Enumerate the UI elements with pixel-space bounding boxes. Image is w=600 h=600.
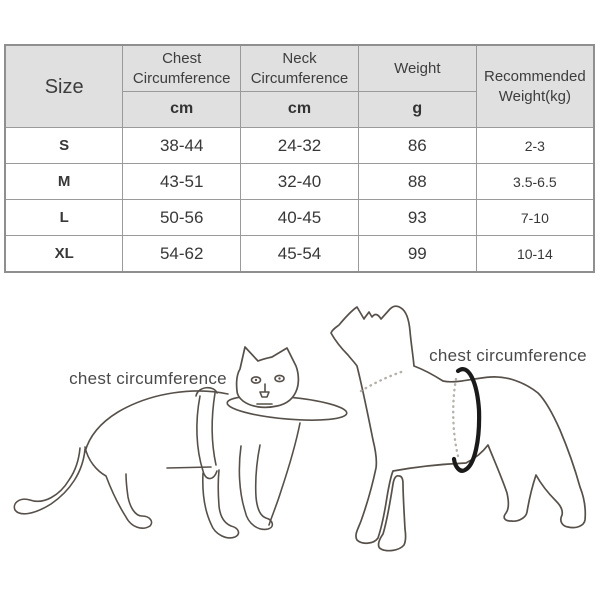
cat-front-leg-near bbox=[203, 470, 239, 538]
header-row-main bbox=[5, 45, 594, 92]
cell-neck: 24-32 bbox=[241, 128, 359, 164]
column-header-weight: Weight bbox=[358, 45, 476, 92]
cat-hind-leg bbox=[85, 447, 152, 528]
column-header-neck: Neck Circumference bbox=[241, 45, 359, 92]
cell-size: S bbox=[5, 128, 123, 164]
cat-pupil-right bbox=[278, 377, 280, 379]
cell-size: XL bbox=[5, 236, 123, 273]
cell-size: M bbox=[5, 164, 123, 200]
measurement-diagram bbox=[0, 280, 600, 600]
cat-pupil-left bbox=[255, 379, 257, 381]
cell-recommended: 7-10 bbox=[476, 200, 594, 236]
cat-belly-line bbox=[167, 467, 211, 468]
cell-size: L bbox=[5, 200, 123, 236]
cell-neck: 45-54 bbox=[241, 236, 359, 273]
unit-weight-g: g bbox=[358, 92, 476, 128]
table-row-s bbox=[5, 128, 594, 164]
cell-neck: 32-40 bbox=[241, 164, 359, 200]
unit-chest-cm: cm bbox=[123, 92, 241, 128]
cell-recommended: 2-3 bbox=[476, 128, 594, 164]
cat-chest-circumference-label: chest circumference bbox=[69, 369, 227, 388]
cat-line-drawing bbox=[14, 347, 347, 538]
cat-back bbox=[85, 391, 228, 452]
cell-recommended: 10-14 bbox=[476, 236, 594, 273]
cell-chest: 43-51 bbox=[123, 164, 241, 200]
cell-chest: 50-56 bbox=[123, 200, 241, 236]
dog-body bbox=[331, 306, 585, 543]
column-header-recommended-weight: Recommended Weight(kg) bbox=[476, 45, 594, 128]
table-row-l bbox=[5, 200, 594, 236]
cell-recommended: 3.5-6.5 bbox=[476, 164, 594, 200]
dog-chest-circumference-label: chest circumference bbox=[429, 346, 587, 365]
cat-head bbox=[237, 347, 299, 407]
cat-chest-band bbox=[196, 388, 217, 479]
cell-weight: 93 bbox=[358, 200, 476, 236]
unit-neck-cm: cm bbox=[241, 92, 359, 128]
cat-tail bbox=[14, 448, 85, 514]
cell-neck: 40-45 bbox=[241, 200, 359, 236]
column-header-chest: Chest Circumference bbox=[123, 45, 241, 92]
cell-weight: 99 bbox=[358, 236, 476, 273]
cell-weight: 88 bbox=[358, 164, 476, 200]
cell-chest: 54-62 bbox=[123, 236, 241, 273]
dog-line-drawing bbox=[331, 306, 587, 550]
column-header-size: Size bbox=[5, 45, 123, 128]
cat-front-leg-far bbox=[239, 445, 272, 529]
table-row-xl bbox=[5, 236, 594, 273]
cat-shoulder-line bbox=[269, 423, 300, 525]
table-row-m bbox=[5, 164, 594, 200]
size-chart-table bbox=[4, 44, 595, 273]
cell-weight: 86 bbox=[358, 128, 476, 164]
cell-chest: 38-44 bbox=[123, 128, 241, 164]
